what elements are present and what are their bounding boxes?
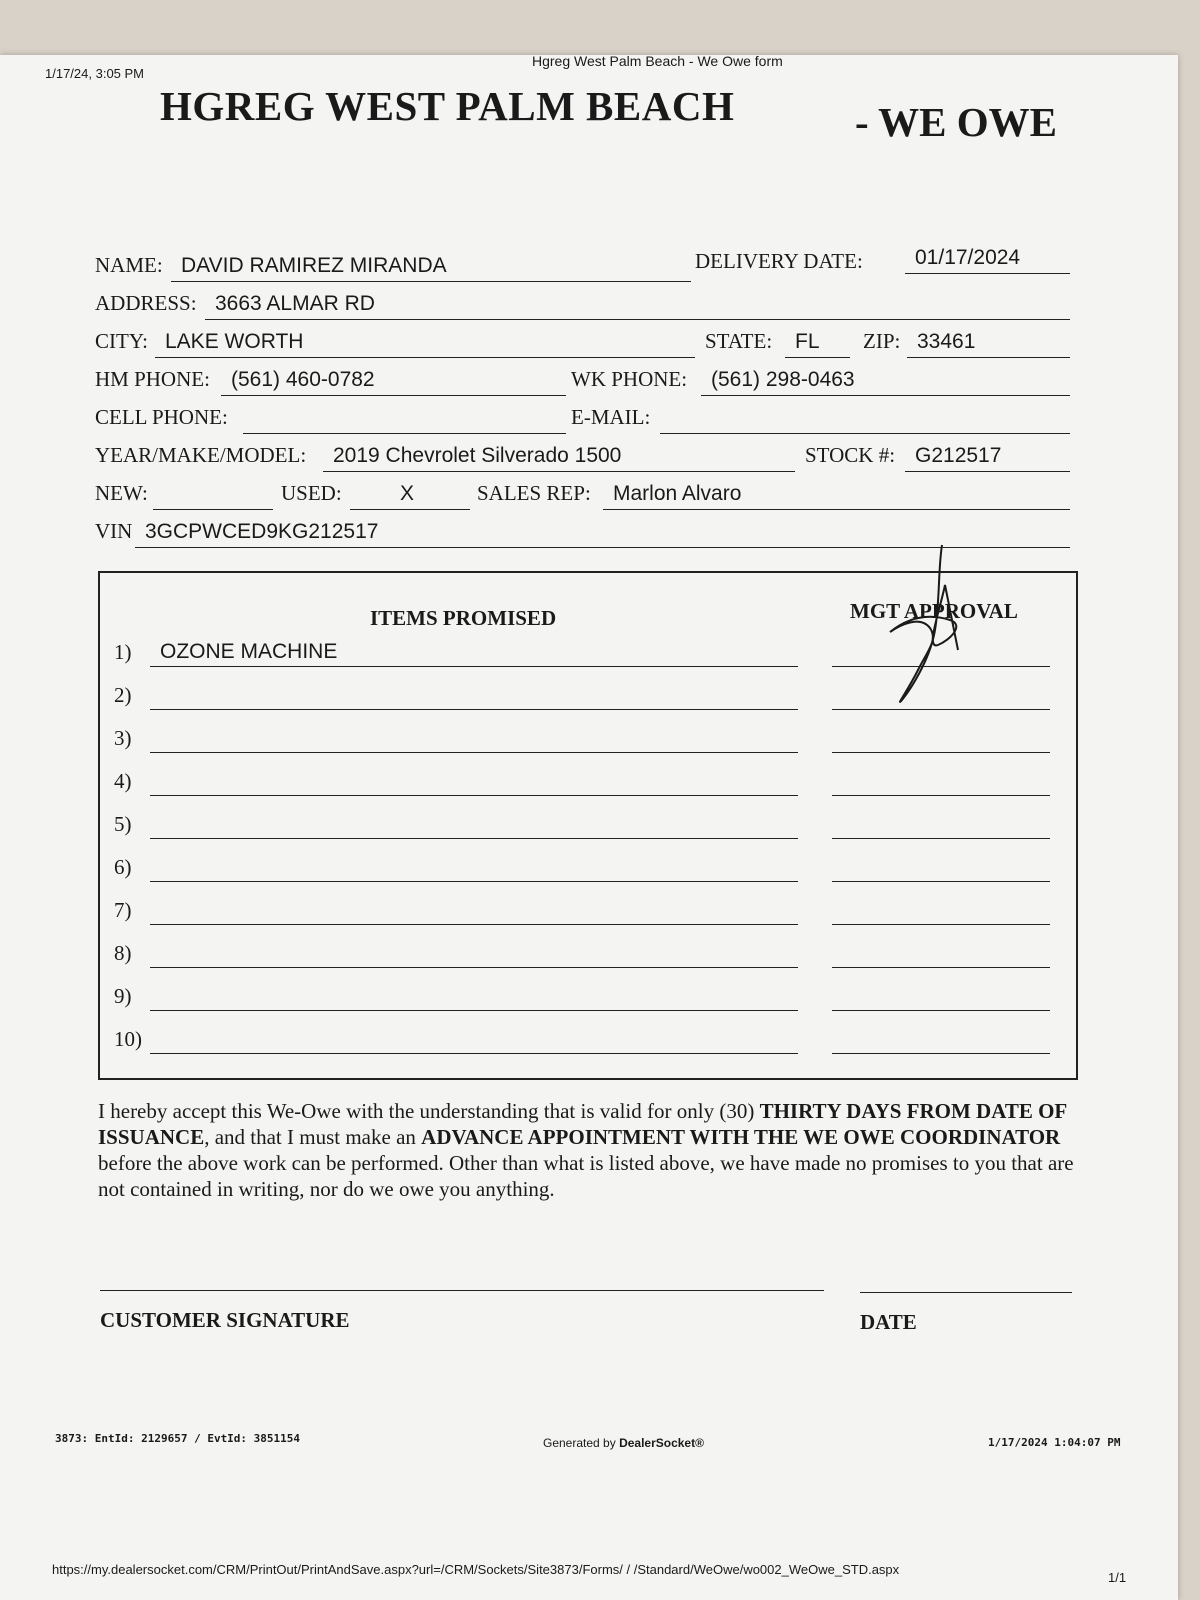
mgt-approval-field[interactable] xyxy=(832,724,1050,753)
delivery-date-field[interactable] xyxy=(905,243,1070,274)
item-promised-field[interactable] xyxy=(150,939,798,968)
work-phone-label: WK PHONE: xyxy=(571,367,688,391)
mgt-approval-field[interactable] xyxy=(832,853,1050,882)
generated-prefix: Generated by xyxy=(543,1436,620,1450)
name-field[interactable] xyxy=(171,251,691,282)
zip-label: ZIP: xyxy=(863,329,901,353)
item-number: 8) xyxy=(114,941,132,965)
mgt-approval-heading: MGT APPROVAL xyxy=(850,599,1018,623)
email-field[interactable] xyxy=(660,403,1070,434)
mgt-approval-field[interactable] xyxy=(832,939,1050,968)
item-number: 2) xyxy=(114,683,132,707)
vin-label: VIN xyxy=(95,519,133,543)
item-promised-field[interactable] xyxy=(150,724,798,753)
zip-value: 33461 xyxy=(917,330,976,353)
page-number: 1/1 xyxy=(1108,1570,1127,1585)
item-promised-field[interactable] xyxy=(150,982,798,1011)
item-row xyxy=(114,938,1044,968)
used-value: X xyxy=(400,482,415,505)
state-field[interactable] xyxy=(785,327,850,358)
item-promised-field[interactable] xyxy=(150,896,798,925)
row-city xyxy=(95,328,1075,358)
customer-signature-line[interactable] xyxy=(100,1290,824,1291)
row-phones xyxy=(95,366,1075,396)
new-field[interactable] xyxy=(153,479,273,510)
item-promised-field[interactable] xyxy=(150,767,798,796)
row-sale xyxy=(95,480,1075,510)
items-promised-heading: ITEMS PROMISED xyxy=(370,606,557,630)
used-label: USED: xyxy=(281,481,342,505)
customer-signature-label: CUSTOMER SIGNATURE xyxy=(100,1308,350,1332)
cell-phone-label: CELL PHONE: xyxy=(95,405,228,429)
city-field[interactable] xyxy=(155,327,695,358)
stock-label: STOCK #: xyxy=(805,443,896,467)
dealer-title: HGREG WEST PALM BEACH xyxy=(160,83,735,129)
item-number: 10) xyxy=(114,1027,142,1051)
address-label: ADDRESS: xyxy=(95,291,197,315)
row-address xyxy=(95,290,1075,320)
footer-url[interactable]: https://my.dealersocket.com/CRM/PrintOut/PrintAndSave.aspx?url=/CRM/Sockets/Site3873/Forms/ / /Standard/WeOwe/wo002_WeOwe_STD.aspx xyxy=(52,1562,900,1577)
footer-timestamp: 1/17/2024 1:04:07 PM xyxy=(988,1436,1121,1449)
item-number: 3) xyxy=(114,726,132,750)
stock-value: G212517 xyxy=(915,444,1002,467)
item-row xyxy=(114,723,1044,753)
item-number: 5) xyxy=(114,812,132,836)
footer-ids: 3873: EntId: 2129657 / EvtId: 3851154 xyxy=(55,1432,301,1445)
item-row xyxy=(114,809,1044,839)
date-signature-line[interactable] xyxy=(860,1292,1072,1293)
terms-bold-1: THIRTY DAYS FROM DATE OF ISSUANCE xyxy=(98,1099,1067,1149)
row-cell-email xyxy=(95,404,1075,434)
zip-field[interactable] xyxy=(907,327,1070,358)
address-field[interactable] xyxy=(205,289,1070,320)
document-title: Hgreg West Palm Beach - We Owe form xyxy=(532,53,783,69)
city-label: CITY: xyxy=(95,329,148,353)
used-field[interactable] xyxy=(350,479,470,510)
name-value: DAVID RAMIREZ MIRANDA xyxy=(181,254,447,277)
name-label: NAME: xyxy=(95,253,163,277)
generated-brand: DealerSocket® xyxy=(619,1436,704,1450)
sales-rep-label: SALES REP: xyxy=(477,481,591,505)
mgt-approval-field[interactable] xyxy=(832,1025,1050,1054)
work-phone-value: (561) 298-0463 xyxy=(711,368,855,391)
sales-rep-value: Marlon Alvaro xyxy=(613,482,742,505)
item-promised-field[interactable] xyxy=(150,681,798,710)
terms-text-3: before the above work can be performed. Other than what is listed above, we have made no promises to you that are not contained in writing, nor do we owe you anything. xyxy=(98,1151,1074,1201)
email-label: E-MAIL: xyxy=(571,405,651,429)
row-vehicle xyxy=(95,442,1075,472)
item-promised-field[interactable] xyxy=(150,853,798,882)
mgt-approval-field[interactable] xyxy=(832,896,1050,925)
terms-paragraph xyxy=(98,1098,1078,1202)
item-number: 1) xyxy=(114,640,132,664)
item-row xyxy=(114,1024,1044,1054)
form-subtitle: - WE OWE xyxy=(855,99,1057,145)
work-phone-field[interactable] xyxy=(701,365,1070,396)
ymm-field[interactable] xyxy=(323,441,795,472)
mgt-approval-field[interactable] xyxy=(832,982,1050,1011)
terms-text-1: I hereby accept this We-Owe with the understanding that is valid for only (30) xyxy=(98,1099,760,1123)
item-promised-value: OZONE MACHINE xyxy=(160,640,338,663)
item-promised-field[interactable] xyxy=(150,638,798,667)
item-number: 4) xyxy=(114,769,132,793)
row-name xyxy=(95,246,1075,282)
home-phone-value: (561) 460-0782 xyxy=(231,368,375,391)
address-value: 3663 ALMAR RD xyxy=(215,292,375,315)
sales-rep-field[interactable] xyxy=(603,479,1070,510)
item-number: 9) xyxy=(114,984,132,1008)
terms-text-2: , and that I must make an xyxy=(204,1125,422,1149)
manager-signature xyxy=(880,540,990,710)
stock-field[interactable] xyxy=(905,441,1070,472)
mgt-approval-field[interactable] xyxy=(832,810,1050,839)
ymm-value: 2019 Chevrolet Silverado 1500 xyxy=(333,444,622,467)
vin-value: 3GCPWCED9KG212517 xyxy=(145,520,379,543)
item-row xyxy=(114,766,1044,796)
delivery-date-value: 01/17/2024 xyxy=(915,246,1021,269)
date-signature-label: DATE xyxy=(860,1310,917,1334)
new-label: NEW: xyxy=(95,481,148,505)
cell-phone-field[interactable] xyxy=(243,403,566,434)
item-row xyxy=(114,981,1044,1011)
state-value: FL xyxy=(795,330,820,353)
item-promised-field[interactable] xyxy=(150,1025,798,1054)
item-row xyxy=(114,852,1044,882)
home-phone-field[interactable] xyxy=(221,365,566,396)
delivery-date-label: DELIVERY DATE: xyxy=(695,249,863,273)
item-row xyxy=(114,895,1044,925)
ymm-label: YEAR/MAKE/MODEL: xyxy=(95,443,307,467)
item-number: 7) xyxy=(114,898,132,922)
mgt-approval-field[interactable] xyxy=(832,767,1050,796)
item-promised-field[interactable] xyxy=(150,810,798,839)
item-number: 6) xyxy=(114,855,132,879)
city-value: LAKE WORTH xyxy=(165,330,304,353)
terms-bold-2: ADVANCE APPOINTMENT WITH THE WE OWE COORDINATOR xyxy=(421,1125,1061,1149)
footer-generated xyxy=(543,1436,704,1450)
print-timestamp: 1/17/24, 3:05 PM xyxy=(45,66,145,81)
state-label: STATE: xyxy=(705,329,773,353)
home-phone-label: HM PHONE: xyxy=(95,367,210,391)
